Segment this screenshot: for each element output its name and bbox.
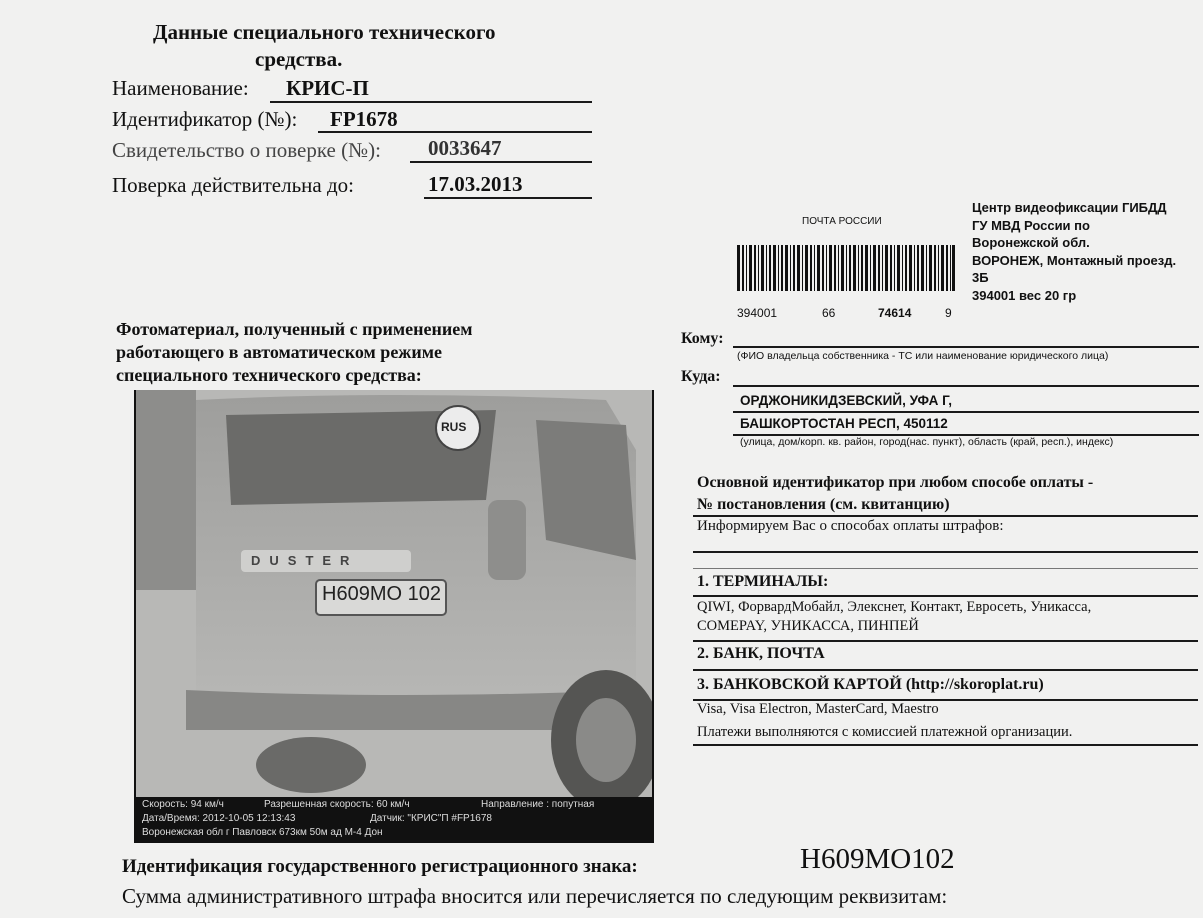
barcode-num-a: 394001 (737, 306, 778, 320)
sender-line4: ВОРОНЕЖ, Монтажный проезд. (972, 252, 1177, 268)
card-list: Visa, Visa Electron, MasterCard, Maestro (697, 701, 939, 717)
valid-underline (424, 197, 592, 199)
payment-main-id (697, 472, 1093, 516)
caption-location: Воронежская обл г Павловск 673км 50м ад М-4 Дон (142, 827, 383, 838)
name-value: КРИС-П (286, 76, 369, 100)
photo-caption (136, 797, 652, 843)
photo-title-line2: работающего в автоматическом режиме (116, 342, 442, 362)
where-underline (733, 385, 1199, 387)
id-value: FP1678 (330, 107, 398, 131)
bank-underline (693, 669, 1198, 671)
photo-title-line1: Фотоматериал, полученный с применением (116, 319, 473, 339)
card-title: 3. БАНКОВСКОЙ КАРТОЙ (http://skoroplat.ru) (697, 676, 1044, 693)
device-heading-line2: средства. (255, 47, 343, 71)
terminals-title: 1. ТЕРМИНАЛЫ: (697, 573, 829, 590)
fine-payment-text: Сумма административного штрафа вносится или перечисляется по следующим реквизитам: (122, 884, 948, 908)
photo-title (116, 318, 473, 387)
payment-divider-2 (693, 551, 1198, 553)
sender-line5: 3Б (972, 270, 989, 285)
to-label: Кому: (681, 330, 724, 347)
sender-line2: ГУ МВД России по (972, 217, 1090, 233)
to-underline (733, 346, 1199, 348)
caption-sensor: Датчик: "КРИС"П #FP1678 (370, 813, 492, 824)
caption-datetime: Дата/Время: 2012-10-05 12:13:43 (142, 813, 296, 824)
terminals-line2: COMEPAY, УНИКАССА, ПИНПЕЙ (697, 618, 919, 634)
bank-divider (693, 640, 1198, 642)
plate-in-photo: Н609МО 102 (322, 583, 441, 605)
photo-title-line3: специального технического средства: (116, 365, 422, 385)
to-hint: (ФИО владельца собственника - ТС или наименование юридического лица) (737, 350, 1109, 362)
valid-value: 17.03.2013 (428, 172, 523, 196)
name-label: Наименование: (112, 76, 249, 100)
id-label: Идентификатор (№): (112, 107, 298, 131)
camera-photo (134, 390, 654, 843)
payment-divider-faint (693, 568, 1198, 569)
commission-underline (693, 744, 1198, 746)
commission-note: Платежи выполняются с комиссией платежной организации. (697, 724, 1073, 740)
address-hint: (улица, дом/корп. кв. район, город(нас. пункт), область (край, респ.), индекс) (740, 436, 1114, 448)
address-underline1 (733, 411, 1199, 413)
barcode (737, 245, 955, 291)
barcode-num-d: 9 (945, 306, 952, 320)
payment-main-line1: Основной идентификатор при любом способе оплаты - (697, 474, 1094, 491)
cert-label: Свидетельство о поверке (№): (112, 138, 381, 162)
payment-inform: Информируем Вас о способах оплаты штрафов: (697, 518, 1004, 534)
bank-post-title: 2. БАНК, ПОЧТА (697, 645, 825, 662)
sender-address (972, 199, 1176, 304)
plate-identification-label: Идентификация государственного регистрационного знака: (122, 856, 638, 877)
terminals-underline (693, 595, 1198, 597)
device-heading-line1: Данные специального технического (153, 20, 496, 44)
sender-line6: 394001 вес 20 гр (972, 287, 1077, 303)
terminals-line1: QIWI, ФорвардМобайл, Элекснет, Контакт, Евросеть, Уникасса, (697, 599, 1092, 615)
caption-speed: Скорость: 94 км/ч (142, 799, 224, 810)
terminals-list (697, 598, 1091, 636)
id-underline (318, 131, 592, 133)
payment-divider-1 (693, 515, 1198, 517)
rus-sticker-text: RUS (441, 420, 467, 434)
caption-allowed-speed: Разрешенная скорость: 60 км/ч (264, 799, 410, 810)
address-line2: БАШКОРТОСТАН РЕСП, 450112 (740, 416, 948, 431)
barcode-num-b: 66 (822, 306, 836, 320)
plate-identification-value: Н609МО102 (800, 843, 955, 875)
cert-value: 0033647 (428, 136, 502, 160)
sender-line3: Воронежской обл. (972, 235, 1090, 250)
sender-line1: Центр видеофиксации ГИБДД (972, 200, 1167, 215)
cert-underline (410, 161, 592, 163)
caption-direction: Направление : попутная (481, 799, 595, 810)
car-badge-text: DUSTER (251, 553, 359, 568)
where-label: Куда: (681, 368, 721, 385)
valid-label: Поверка действительна до: (112, 173, 355, 197)
name-underline (270, 101, 592, 103)
barcode-num-c: 74614 (878, 306, 912, 320)
address-line1: ОРДЖОНИКИДЗЕВСКИЙ, УФА Г, (740, 393, 953, 408)
payment-main-line2: № постановления (см. квитанцию) (697, 496, 950, 513)
post-label: ПОЧТА РОССИИ (802, 216, 882, 227)
